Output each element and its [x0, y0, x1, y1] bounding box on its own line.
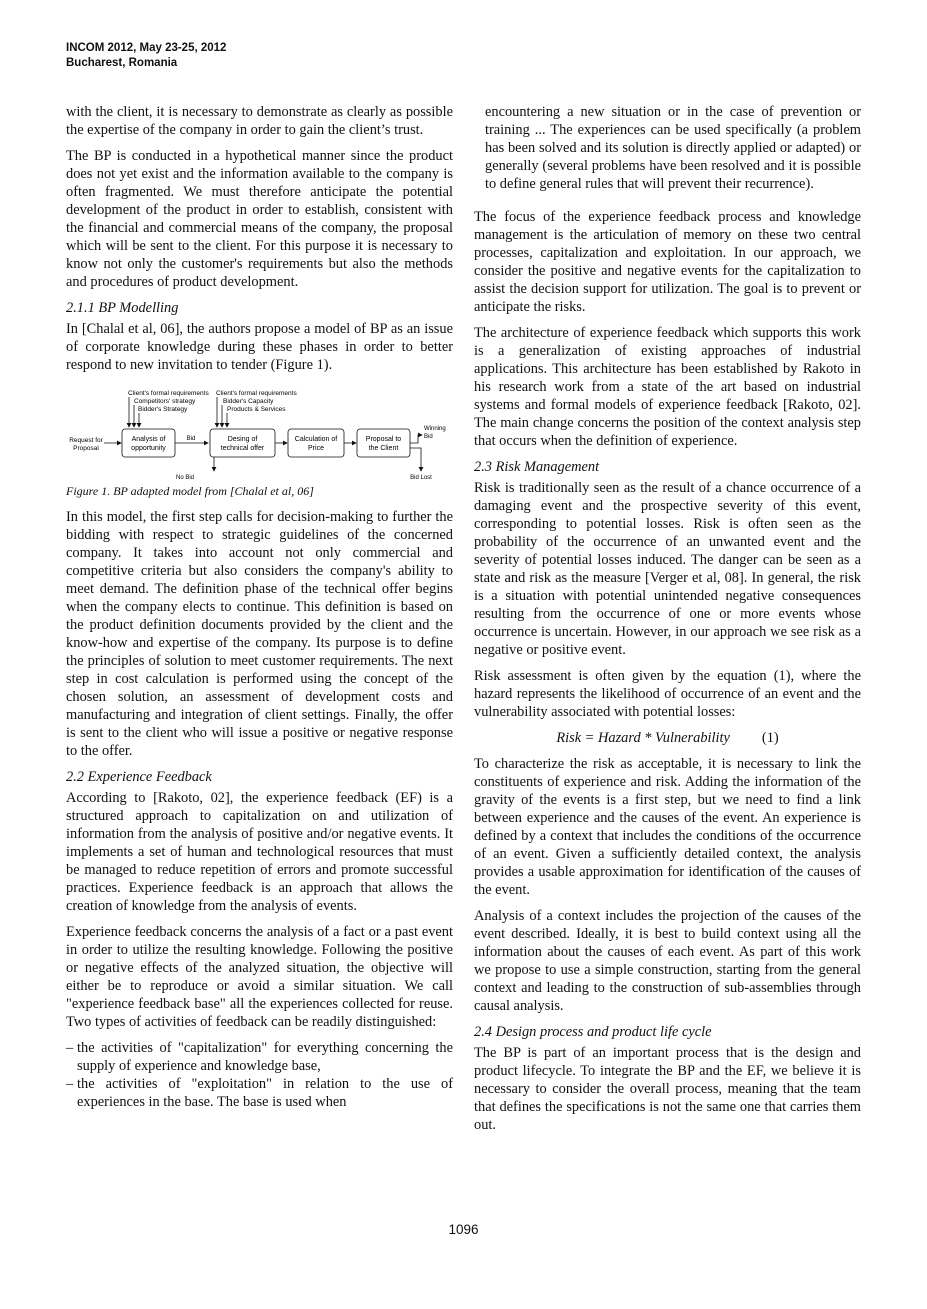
- bp-model-diagram: [66, 382, 453, 482]
- box-label: Proposal to: [365, 436, 402, 443]
- process-box-design: [210, 429, 275, 457]
- paragraph: The architecture of experience feedback which supports this work is a generalization of existing approaches of industrial applications. This architecture has been established by Rakoto in his research work from a state of the art based on industrial systems and formal models of experience feedback [Rakoto, 02]. The main change concerns the position of the context analysis step that occurs when the definition of experience.: [474, 325, 861, 449]
- figure-label: Bid: [186, 436, 196, 442]
- equation-text: Risk = Hazard * Vulnerability: [556, 730, 730, 746]
- figure-label: Bid: [424, 434, 433, 440]
- conference-header: [66, 41, 226, 71]
- figure-label: Bid Lost: [410, 475, 432, 481]
- paragraph: According to [Rakoto, 02], the experience feedback (EF) is a structured approach to capitalization on and utilization of information from the analysis of positive and/or negative events. It implements a set of human and technological resources that must be managed to reduce repetition of errors and promote successful practices. Experience feedback is an approach that allows the creation of knowledge from the analysis of events.: [66, 790, 453, 914]
- section-heading: 2.3 Risk Management: [474, 459, 600, 475]
- conference-title: INCOM 2012, May 23-25, 2012: [66, 42, 227, 54]
- box-label: Calculation of: [294, 436, 338, 443]
- left-column: [66, 103, 453, 1111]
- section-heading: 2.2 Experience Feedback: [66, 769, 212, 785]
- box-label: the Client: [368, 445, 399, 452]
- connector: [149, 457, 215, 468]
- paragraph: Experience feedback concerns the analysis of a fact or a past event in order to utilize the resulting knowledge. Following the positive or negative effects of the analyzed situation, the objective will either be to reproduce or avoid a similar situation. We call "experience feedback base" all the experiences collected for reuse. Two types of activities of feedback can be readily distinguished:: [66, 924, 453, 1030]
- page-number: 1096: [448, 1222, 479, 1237]
- list-item-text: the activities of "capitalization" for everything concerning the supply of experience and knowledge base,: [77, 1040, 453, 1074]
- activity-list: [66, 1039, 453, 1111]
- figure-label: Bidder's Strategy: [138, 406, 188, 413]
- bp-model-figure: [66, 382, 453, 482]
- process-box-proposal: [357, 429, 410, 457]
- section-heading: 2.4 Design process and product life cycle: [474, 1024, 712, 1040]
- figure-label: Proposal: [73, 445, 99, 452]
- list-item: [66, 1075, 453, 1111]
- figure-caption: Figure 1. BP adapted model from [Chalal et al, 06]: [66, 484, 314, 498]
- paragraph: In [Chalal et al, 06], the authors propose a model of BP as an issue of corporate knowledge during these phases in order to better respond to new invitation to tender (Figure 1).: [66, 321, 453, 373]
- figure-label: Products & Services: [227, 406, 286, 413]
- list-item: [66, 1039, 453, 1075]
- figure-label: No Bid: [175, 475, 195, 481]
- section-heading: 2.1.1 BP Modelling: [66, 300, 179, 316]
- conference-location: Bucharest, Romania: [66, 57, 178, 69]
- box-label: Analysis of: [131, 436, 166, 443]
- box-label: technical offer: [220, 445, 265, 452]
- paragraph: To characterize the risk as acceptable, it is necessary to link the constituents of experience and risk. Adding the information of the gravity of the events is a first step, but we need to find a link between experience and the causes of the event. An experience is defined by a context that includes the conditions of the occurrence of an event. Given a sufficiently detailed context, the analysis provides a usable approximation for identification of the causes of the event.: [474, 756, 861, 898]
- paragraph: The BP is conducted in a hypothetical manner since the product does not yet exist and the information available to the company is often fragmented. We must therefore anticipate the potential development of the product in order to establish, consistent with the financial and commercial means of the company, the proposal which will be sent to the client. For this purpose it is necessary to know not only the customer's requirements but also the methods and procedures of product development.: [66, 148, 453, 290]
- figure-label: Client's formal requirements: [216, 390, 297, 397]
- paragraph: Analysis of a context includes the projection of the causes of the event described. Ideally, it is best to build context using all the information about the causes of each event. As part of this work we propose to use a simple construction, starting from the general context and leading to the construction of sub-assemblies through causal analysis.: [474, 908, 861, 1014]
- paragraph: The focus of the experience feedback process and knowledge management is the articulation of memory on these two central processes, capitalization and exploitation. In our approach, we consider the positive and negative events for the capitalization to assist the decision support for utilization. The goal is to prevent or anticipate the risks.: [474, 209, 861, 315]
- figure-label: Client's formal requirements: [128, 390, 209, 397]
- paragraph: encountering a new situation or in the case of prevention or training ... The experiences can be used specifically (a problem has been solved and its solution is directly applied or adapted) or generally (several problems have been resolved and it is possible to define general rules that will prevent their recurrence).: [485, 104, 861, 192]
- equation-number: (1): [761, 730, 779, 746]
- paragraph: In this model, the first step calls for decision-making to further the bidding with respect to strategic guidelines of the concerned company. It takes into account not only commercial and competitive criteria but also considers the company's ability to meet demand. The definition phase of the technical offer begins when the company elects to continue. This definition is based on the product definition documents provided by the client and the know-how and expertise of the company. Its purpose is to define the principles of solution to meet customer requirements. The next step in cost calculation is performed using the concept of the chosen solution, an assessment of development costs and manufacturing and integration of client settings. Finally, the offer is sent to the client who will issue a positive or negative response to the offer.: [66, 509, 453, 759]
- box-label: Price: [308, 445, 324, 452]
- paragraph: The BP is part of an important process that is the design and product lifecycle. To integrate the BP and the EF, we believe it is necessary to consider the overall process, meaning that the team that defines the specifications is not the same one that carries them out.: [474, 1045, 861, 1133]
- right-column: [474, 103, 861, 1142]
- paragraph: Risk is traditionally seen as the result of a chance occurrence of a damaging event and the prospective severity of this event, corresponding to potential losses. Risk is often seen as the probability of the occurrence of an unwanted event and the severity of potential losses induced. The danger can be seen as a state and risk as the measure [Verger et al, 08]. In general, the risk is a situation with potential unintended negative consequences resulting from the occurrence of one or more events whose occurrence is uncertain. However, in our approach we see risk as a negative or positive event.: [474, 480, 861, 658]
- process-box-analysis: [122, 429, 175, 457]
- figure-label: Request for: [69, 437, 103, 444]
- bullet-marker: –: [66, 1040, 74, 1056]
- figure-label: Competitors' strategy: [134, 398, 196, 405]
- figure-label: Bidder's Capacity: [223, 398, 274, 405]
- paragraph: with the client, it is necessary to demonstrate as clearly as possible the expertise of the company in order to gain the client’s trust.: [66, 104, 453, 138]
- paragraph: Risk assessment is often given by the equation (1), where the hazard represents the likelihood of occurrence of an event and the vulnerability associated with potential losses:: [474, 668, 861, 720]
- figure-label: Winning: [424, 426, 446, 432]
- process-box-calculation: [288, 429, 344, 457]
- bullet-marker: –: [66, 1076, 74, 1092]
- winning-arrow: [410, 435, 422, 443]
- list-item-text: the activities of "exploitation" in relation to the use of experiences in the base. The base is used when: [77, 1076, 453, 1110]
- box-label: opportunity: [131, 445, 166, 452]
- risk-equation: [474, 729, 861, 747]
- bid-lost-arrow: [410, 448, 421, 471]
- box-label: Desing of: [227, 436, 258, 443]
